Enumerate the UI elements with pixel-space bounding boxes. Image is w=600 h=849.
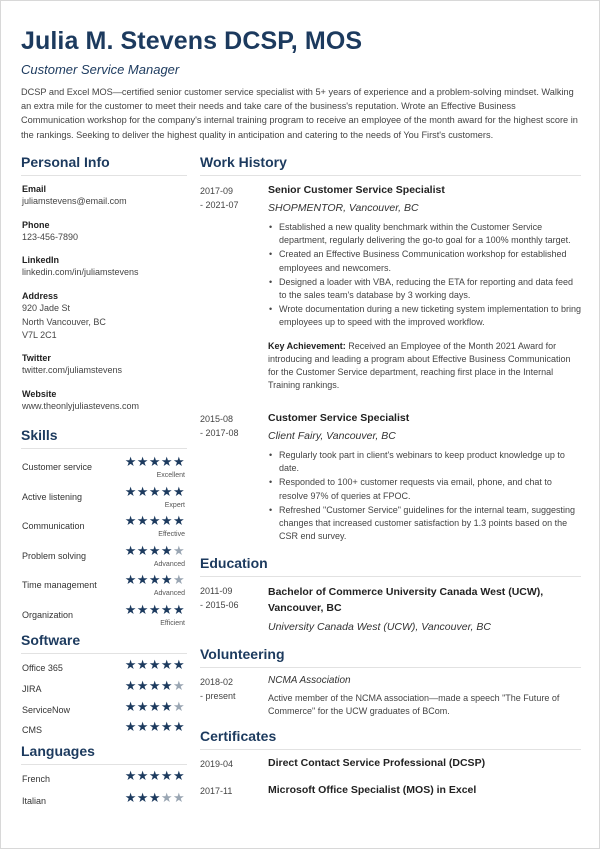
star-filled-icon: ★ (160, 657, 173, 672)
volunteering-org: NCMA Association (268, 675, 351, 686)
profile-summary: DCSP and Excel MOS—certified senior customer service specialist with 5+ years of experience and a problem-solving mindset. Walking an extra mile for the customer to meet their needs and take care of the business's reputation. Wrote an Effective Business Communication workshop for the company's internal training program to receive an employee of the month award for the highest score in the rankings. Seeking to deliver the highest quality in anticipation and catering to the needs of You First's customers. (21, 87, 578, 140)
rating-label: Italian (22, 795, 47, 806)
job-bullet: • Wrote documentation during a new ticketing system implementation to bring employees up to speed with the improved workflow. (268, 303, 581, 329)
star-filled-icon: ★ (148, 657, 161, 672)
rating-row (21, 658, 187, 678)
volunteering-end-date: - present (200, 691, 236, 701)
section-divider (21, 448, 187, 449)
field-linkedin (22, 255, 139, 280)
star-filled-icon: ★ (136, 483, 149, 499)
personal-info-section (21, 154, 187, 176)
software-heading: Software (21, 632, 81, 648)
school-name: University Canada West (UCW), Vancouver, BC (268, 621, 491, 633)
field-phone (22, 220, 78, 245)
star-filled-icon: ★ (124, 572, 137, 588)
rating-level: Expert (164, 501, 185, 509)
star-empty-icon: ★ (172, 698, 185, 714)
star-filled-icon: ★ (124, 602, 137, 617)
star-rating (125, 791, 185, 805)
field-twitter (22, 353, 122, 378)
star-filled-icon: ★ (136, 677, 149, 693)
personal-info-heading: Personal Info (21, 154, 110, 170)
field-label: LinkedIn (22, 255, 60, 265)
rating-row (21, 602, 187, 632)
rating-level: Effective (158, 531, 185, 539)
rating-label: Problem solving (22, 550, 87, 561)
skills-list (21, 454, 187, 634)
volunteering-section (200, 646, 581, 668)
star-filled-icon: ★ (136, 698, 149, 714)
job-company: SHOPMENTOR, Vancouver, BC (268, 202, 419, 214)
star-rating (125, 573, 185, 587)
job-bullet: • Regularly took part in client's webinars to keep product knowledge up to date. (268, 449, 581, 475)
star-filled-icon: ★ (148, 698, 161, 714)
star-filled-icon: ★ (160, 513, 173, 529)
job-start-date: 2015-08 (200, 414, 234, 424)
rating-level: Excellent (156, 472, 185, 479)
job-bullets (268, 449, 581, 543)
rating-level: Advanced (153, 560, 185, 568)
star-filled-icon: ★ (124, 677, 137, 693)
education-section (200, 555, 581, 577)
job-start-date: 2017-09 (200, 186, 234, 196)
phone-value: 123-456-7890 (22, 232, 79, 242)
star-rating (125, 455, 185, 469)
job-entry (268, 184, 581, 392)
email-value[interactable]: juliamstevens@email.com (22, 196, 127, 206)
star-filled-icon: ★ (160, 602, 173, 617)
skills-section (21, 427, 187, 449)
certificate-date: 2017-11 (200, 786, 233, 796)
field-label: Email (22, 184, 47, 194)
star-filled-icon: ★ (172, 483, 185, 499)
star-filled-icon: ★ (124, 698, 137, 714)
rating-row (21, 700, 187, 720)
section-divider (200, 175, 581, 176)
job-title: Senior Customer Service Specialist (268, 184, 445, 196)
section-divider (21, 653, 187, 654)
education-heading: Education (200, 555, 268, 571)
star-filled-icon: ★ (136, 719, 149, 735)
rating-row (21, 769, 187, 789)
star-filled-icon: ★ (160, 768, 173, 783)
star-rating (125, 514, 185, 528)
rating-row (21, 572, 187, 602)
job-bullets (268, 221, 581, 330)
star-filled-icon: ★ (136, 513, 149, 529)
job-bullet: • Created an Effective Business Communication workshop for established employees and newcomers. (268, 248, 581, 274)
star-filled-icon: ★ (148, 768, 161, 783)
star-filled-icon: ★ (124, 768, 137, 783)
star-filled-icon: ★ (136, 542, 149, 558)
field-label: Address (22, 291, 59, 301)
star-filled-icon: ★ (148, 454, 161, 469)
rating-row (21, 679, 187, 699)
star-filled-icon: ★ (148, 483, 161, 499)
star-filled-icon: ★ (136, 572, 149, 588)
address-line: 920 Jade St (22, 303, 71, 313)
star-filled-icon: ★ (172, 602, 185, 617)
job-end-date: - 2021-07 (200, 200, 239, 210)
volunteering-dates (200, 676, 260, 703)
website-value[interactable]: www.theonlyjuliastevens.com (22, 401, 140, 411)
star-filled-icon: ★ (148, 572, 161, 588)
key-achievement-text: Received an Employee of the Month 2021 Award for introducing and leading a program about Effective Business Communication for the Customer Service department, reaching first place in the Internal Training rankings. (268, 340, 571, 391)
field-website (22, 389, 139, 414)
star-filled-icon: ★ (124, 483, 137, 499)
job-dates (200, 413, 260, 440)
star-filled-icon: ★ (148, 719, 161, 735)
star-filled-icon: ★ (160, 454, 173, 469)
software-list (21, 658, 187, 742)
key-achievement (268, 340, 581, 393)
star-filled-icon: ★ (160, 719, 173, 735)
star-filled-icon: ★ (160, 572, 173, 588)
education-dates (200, 585, 260, 612)
star-filled-icon: ★ (148, 677, 161, 693)
software-section (21, 632, 187, 654)
linkedin-value[interactable]: linkedin.com/in/juliamstevens (22, 267, 139, 277)
volunteering-heading: Volunteering (200, 646, 285, 662)
rating-row (21, 791, 187, 811)
star-empty-icon: ★ (172, 677, 185, 693)
star-rating (125, 700, 185, 714)
address-line: North Vancouver, BC (22, 316, 106, 327)
star-rating (125, 603, 185, 617)
candidate-role: Customer Service Manager (21, 62, 180, 77)
certificates-section (200, 728, 581, 750)
section-divider (200, 749, 581, 750)
field-label: Twitter (22, 353, 51, 363)
job-bullet: • Established a new quality benchmark within the Customer Service department, regularly delivering the go-to goal for a 100% monthly target. (268, 221, 581, 247)
star-rating (125, 679, 185, 693)
job-company: Client Fairy, Vancouver, BC (268, 430, 396, 442)
rating-level: Efficient (160, 620, 185, 627)
star-filled-icon: ★ (160, 677, 173, 693)
job-entry (268, 412, 581, 544)
key-achievement-label: Key Achievement: (268, 340, 346, 351)
star-empty-icon: ★ (160, 789, 173, 805)
job-bullet: • Designed a loader with VBA, reducing the ETA for reporting and data feed to the sales team's database by 3 working days. (268, 276, 581, 302)
rating-row (21, 543, 187, 573)
degree-title: Bachelor of Commerce University Canada West (UCW), Vancouver, BC (268, 586, 544, 614)
rating-row (21, 513, 187, 543)
star-filled-icon: ★ (124, 719, 137, 735)
star-rating (125, 769, 185, 783)
star-filled-icon: ★ (124, 789, 137, 805)
languages-heading: Languages (21, 743, 95, 759)
education-entry (268, 584, 581, 633)
field-label: Phone (22, 220, 50, 230)
star-filled-icon: ★ (136, 657, 149, 672)
star-filled-icon: ★ (160, 698, 173, 714)
field-email (22, 184, 127, 209)
job-title: Customer Service Specialist (268, 412, 410, 424)
work-history-heading: Work History (200, 154, 287, 170)
rating-label: Communication (22, 521, 85, 532)
star-filled-icon: ★ (172, 513, 185, 529)
star-filled-icon: ★ (148, 542, 161, 558)
rating-label: Customer service (22, 462, 93, 472)
star-rating (125, 658, 185, 672)
job-bullet: • Refreshed "Customer Service" guidelines for the internal team, suggesting changes that increased customer satisfaction by 1.3 points based on the CSR end survey. (268, 504, 581, 544)
rating-row (21, 484, 187, 514)
star-rating (125, 720, 185, 734)
certificates-heading: Certificates (200, 728, 277, 744)
rating-row (21, 454, 187, 484)
job-bullet: • Responded to 100+ customer requests via email, phone, and chat to resolve 97% of queries at FPOC. (268, 476, 581, 502)
section-divider (21, 764, 187, 765)
star-filled-icon: ★ (172, 657, 185, 672)
star-filled-icon: ★ (124, 454, 137, 469)
volunteering-entry (268, 675, 581, 718)
skills-heading: Skills (21, 427, 58, 443)
languages-list (21, 769, 187, 813)
rating-label: CMS (22, 725, 42, 736)
star-filled-icon: ★ (148, 513, 161, 529)
star-filled-icon: ★ (172, 454, 185, 469)
star-filled-icon: ★ (136, 768, 149, 783)
star-filled-icon: ★ (136, 789, 149, 805)
rating-label: French (22, 774, 51, 784)
rating-label: JIRA (22, 683, 42, 694)
languages-section (21, 743, 187, 765)
star-filled-icon: ★ (160, 483, 173, 499)
star-empty-icon: ★ (172, 572, 185, 588)
star-filled-icon: ★ (172, 768, 185, 783)
job-end-date: - 2017-08 (200, 428, 239, 438)
volunteering-start-date: 2018-02 (200, 677, 234, 687)
star-filled-icon: ★ (124, 542, 137, 558)
certificate-date: 2019-04 (200, 759, 234, 769)
volunteering-text: Active member of the NCMA association—made a speech "The Future of Commerce" for the UCW graduates of BCom. (268, 693, 560, 717)
star-filled-icon: ★ (148, 789, 161, 805)
star-filled-icon: ★ (124, 513, 137, 529)
star-rating (125, 485, 185, 499)
rating-label: Organization (22, 610, 74, 620)
field-label: Website (22, 389, 57, 399)
section-divider (200, 667, 581, 668)
rating-label: ServiceNow (22, 704, 71, 715)
rating-label: Active listening (22, 491, 83, 502)
star-empty-icon: ★ (172, 542, 185, 558)
star-rating (125, 544, 185, 558)
rating-level: Advanced (153, 590, 185, 598)
job-dates (200, 185, 260, 212)
certificate-name: Direct Contact Service Professional (DCSP) (268, 757, 486, 769)
star-filled-icon: ★ (160, 542, 173, 558)
certificate-name: Microsoft Office Specialist (MOS) in Excel (268, 784, 477, 796)
star-filled-icon: ★ (172, 719, 185, 735)
rating-label: Office 365 (22, 663, 63, 673)
address-line: V7L 2C1 (22, 330, 57, 340)
star-filled-icon: ★ (136, 602, 149, 617)
rating-row (21, 720, 187, 740)
education-end-date: - 2015-06 (200, 600, 239, 610)
field-address (22, 291, 106, 343)
twitter-value[interactable]: twitter.com/juliamstevens (22, 365, 123, 375)
work-history-section (200, 154, 581, 176)
star-empty-icon: ★ (172, 789, 185, 805)
star-filled-icon: ★ (136, 454, 149, 469)
rating-label: Time management (22, 580, 97, 591)
section-divider (200, 576, 581, 577)
section-divider (21, 175, 187, 176)
star-filled-icon: ★ (124, 657, 137, 672)
star-filled-icon: ★ (148, 602, 161, 617)
education-start-date: 2011-09 (200, 586, 233, 596)
candidate-name: Julia M. Stevens DCSP, MOS (21, 27, 363, 55)
